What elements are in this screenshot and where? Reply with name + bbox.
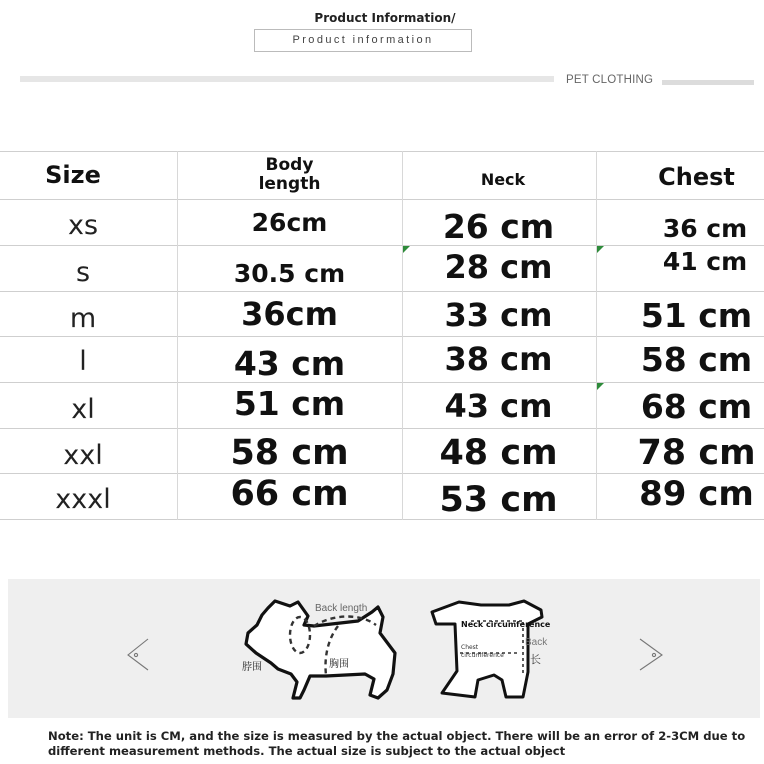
body-length-cell: 51 cm xyxy=(233,383,346,423)
chest-cell: 58 cm xyxy=(640,339,753,379)
size-cell: m xyxy=(69,302,97,334)
dog-neck-girth-label: 脖围 xyxy=(242,662,262,673)
chest-cell: 78 cm xyxy=(637,433,756,473)
cell-marker xyxy=(403,246,410,253)
chest-cell: 51 cm xyxy=(640,295,753,335)
size-cell: l xyxy=(79,345,87,377)
garment-outline xyxy=(432,601,542,697)
dog-chest-girth-label: 胸围 xyxy=(329,659,349,670)
body-length-cell: 58 cm xyxy=(230,433,349,473)
neck-cell: 26 cm xyxy=(442,206,555,246)
neck-cell: 53 cm xyxy=(439,480,558,520)
left-arrow-icon[interactable] xyxy=(128,639,148,670)
header-neck: Neck xyxy=(480,169,526,189)
footnote: Note: The unit is CM, and the size is measured by the actual object. There will be an error of 2-3CM due to different measurement methods. The actual size is subject to the actual object xyxy=(48,729,746,758)
size-cell: s xyxy=(75,256,91,288)
size-cell: xxxl xyxy=(55,483,111,515)
size-cell: xxl xyxy=(63,439,103,471)
garment-chest-label-line1: Chest xyxy=(461,644,479,651)
cell-marker xyxy=(597,246,604,253)
size-cell: xl xyxy=(71,393,95,425)
neck-cell: 33 cm xyxy=(444,296,553,334)
chest-cell: 68 cm xyxy=(640,386,753,426)
body-length-cell: 66 cm xyxy=(230,474,349,514)
divider-bar-right xyxy=(662,80,754,85)
divider-bar-left xyxy=(20,76,554,82)
size-cell: xs xyxy=(67,209,99,241)
page-subtitle-box xyxy=(254,29,472,52)
chest-cell: 89 cm xyxy=(639,474,754,514)
measurement-diagram xyxy=(8,579,760,718)
header-body-length-line2: length xyxy=(258,174,321,194)
header-body-length xyxy=(177,151,402,199)
neck-cell: 28 cm xyxy=(444,248,553,286)
right-arrow-icon[interactable] xyxy=(640,639,662,670)
garment-neck-label: Neck circumference xyxy=(461,620,551,629)
section-label: PET CLOTHING xyxy=(566,74,654,86)
measurement-diagram-art xyxy=(8,579,760,718)
body-length-cell: 26cm xyxy=(251,207,328,237)
neck-cell: 48 cm xyxy=(439,433,558,473)
dog-back-length-label: Back length xyxy=(315,603,368,614)
page-subtitle: Product information xyxy=(292,34,434,46)
header-body-length-line1: Body xyxy=(265,155,314,175)
neck-cell: 38 cm xyxy=(444,340,553,378)
header-size: Size xyxy=(45,161,101,189)
garment-length-label: 长 xyxy=(530,653,541,666)
body-length-cell: 36cm xyxy=(241,295,338,333)
cell-marker xyxy=(597,383,604,390)
header-chest: Chest xyxy=(658,163,735,191)
garment-back-label: Back xyxy=(525,637,548,648)
dog-outline xyxy=(246,601,395,698)
chest-cell: 41 cm xyxy=(662,246,748,276)
page-title: Product Information/ xyxy=(314,11,456,25)
neck-cell: 43 cm xyxy=(444,387,553,425)
body-length-cell: 43 cm xyxy=(233,343,346,383)
garment-chest-label-line2: circumference xyxy=(461,652,504,659)
body-length-cell: 30.5 cm xyxy=(233,258,346,288)
chest-cell: 36 cm xyxy=(662,213,748,243)
